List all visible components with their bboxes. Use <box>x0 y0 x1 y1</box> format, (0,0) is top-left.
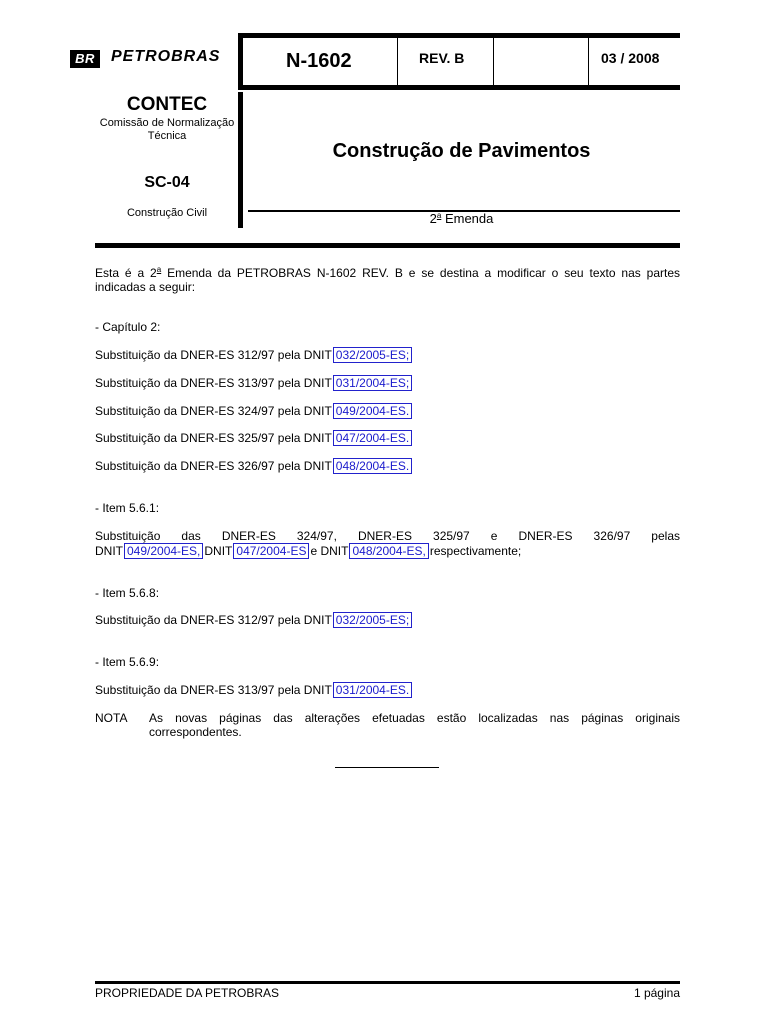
header-bottom-rule <box>95 243 680 248</box>
item-text: Substituição da DNER-ES 324/97 pela DNIT <box>95 404 332 418</box>
item-text: respectivamente; <box>429 544 522 558</box>
subcommittee-area: Construção Civil <box>126 207 208 219</box>
petrobras-br-logo: BR <box>70 50 100 68</box>
dnit-ref-link[interactable]: 047/2004-ES. <box>333 430 412 446</box>
amendment-word: Emenda <box>444 211 494 226</box>
end-rule <box>335 767 439 768</box>
intro-ordinal: a <box>156 265 162 274</box>
item561-heading: - Item 5.6.1: <box>95 501 160 515</box>
intro-text: Emenda da PETROBRAS N-1602 REV. B e se destina a modificar o seu texto nas partes indicadas a seguir: <box>95 266 680 294</box>
header-cell-divider <box>588 38 589 85</box>
chapter2-item <box>95 376 680 390</box>
chapter2-item <box>95 431 680 445</box>
item568-heading: - Item 5.6.8: <box>95 586 160 600</box>
brand-name: PETROBRAS <box>111 48 221 65</box>
chapter2-item <box>95 348 680 362</box>
chapter2-heading: - Capítulo 2: <box>95 320 161 334</box>
item-text: DNIT <box>95 544 123 558</box>
chapter2-item <box>95 459 680 473</box>
subcommittee: SC-04 <box>144 174 190 191</box>
item-text: Substituição da DNER-ES 326/97 pela DNIT <box>95 459 332 473</box>
item568-item <box>95 613 680 627</box>
header-left-rule-top <box>238 33 243 85</box>
amendment-ordinal: a <box>436 211 442 220</box>
item569-heading: - Item 5.6.9: <box>95 655 160 669</box>
item-text: Substituição da DNER-ES 313/97 pela DNIT <box>95 376 332 390</box>
document-date: 03 / 2008 <box>601 50 660 66</box>
footer-ownership: PROPRIEDADE DA PETROBRAS <box>95 986 280 1000</box>
nota-text: As novas páginas das alterações efetuadas estão localizadas nas páginas originais correspondentes. <box>149 711 680 739</box>
header-top-rule <box>238 33 680 38</box>
item-text: Substituição da DNER-ES 325/97 pela DNIT <box>95 431 332 445</box>
amendment-number: 2 <box>429 211 437 226</box>
document-number: N-1602 <box>286 50 352 72</box>
chapter2-item <box>95 404 680 418</box>
org-full-name: Comissão de Normalização Técnica <box>99 117 235 142</box>
dnit-ref-link[interactable]: 048/2004-ES. <box>333 458 412 474</box>
header-cell-divider <box>493 38 494 85</box>
item-text: Substituição da DNER-ES 312/97 pela DNIT <box>95 613 332 627</box>
item561-refs <box>95 544 680 558</box>
item-text: Substituição da DNER-ES 313/97 pela DNIT <box>95 683 332 697</box>
amendment-label <box>243 211 680 226</box>
item-text: Substituição da DNER-ES 312/97 pela DNIT <box>95 348 332 362</box>
dnit-ref-link[interactable]: 031/2004-ES; <box>333 375 412 391</box>
header-mid-rule <box>238 85 680 90</box>
dnit-ref-link[interactable]: 048/2004-ES, <box>349 543 428 559</box>
intro-paragraph <box>95 263 680 294</box>
org-name: CONTEC <box>126 94 208 115</box>
footer-rule <box>95 981 680 984</box>
dnit-ref-link[interactable]: 049/2004-ES, <box>124 543 203 559</box>
header-cell-divider <box>397 38 398 85</box>
dnit-ref-link[interactable]: 032/2005-ES; <box>333 612 412 628</box>
dnit-ref-link[interactable]: 047/2004-ES <box>233 543 309 559</box>
revision-label: REV. B <box>419 50 465 66</box>
footer-page-count: 1 página <box>633 986 680 1000</box>
item-text: e DNIT <box>310 544 349 558</box>
item569-item <box>95 683 680 697</box>
item-text: DNIT <box>204 544 233 558</box>
page-title: Construção de Pavimentos <box>332 140 591 162</box>
dnit-ref-link[interactable]: 031/2004-ES. <box>333 682 412 698</box>
dnit-ref-link[interactable]: 049/2004-ES. <box>333 403 412 419</box>
intro-text: Esta é a 2 <box>95 266 157 280</box>
item561-line: Substituição das DNER-ES 324/97, DNER-ES 325/97 e DNER-ES 326/97 pelas <box>95 529 680 543</box>
nota-label: NOTA <box>95 711 128 725</box>
dnit-ref-link[interactable]: 032/2005-ES; <box>333 347 412 363</box>
